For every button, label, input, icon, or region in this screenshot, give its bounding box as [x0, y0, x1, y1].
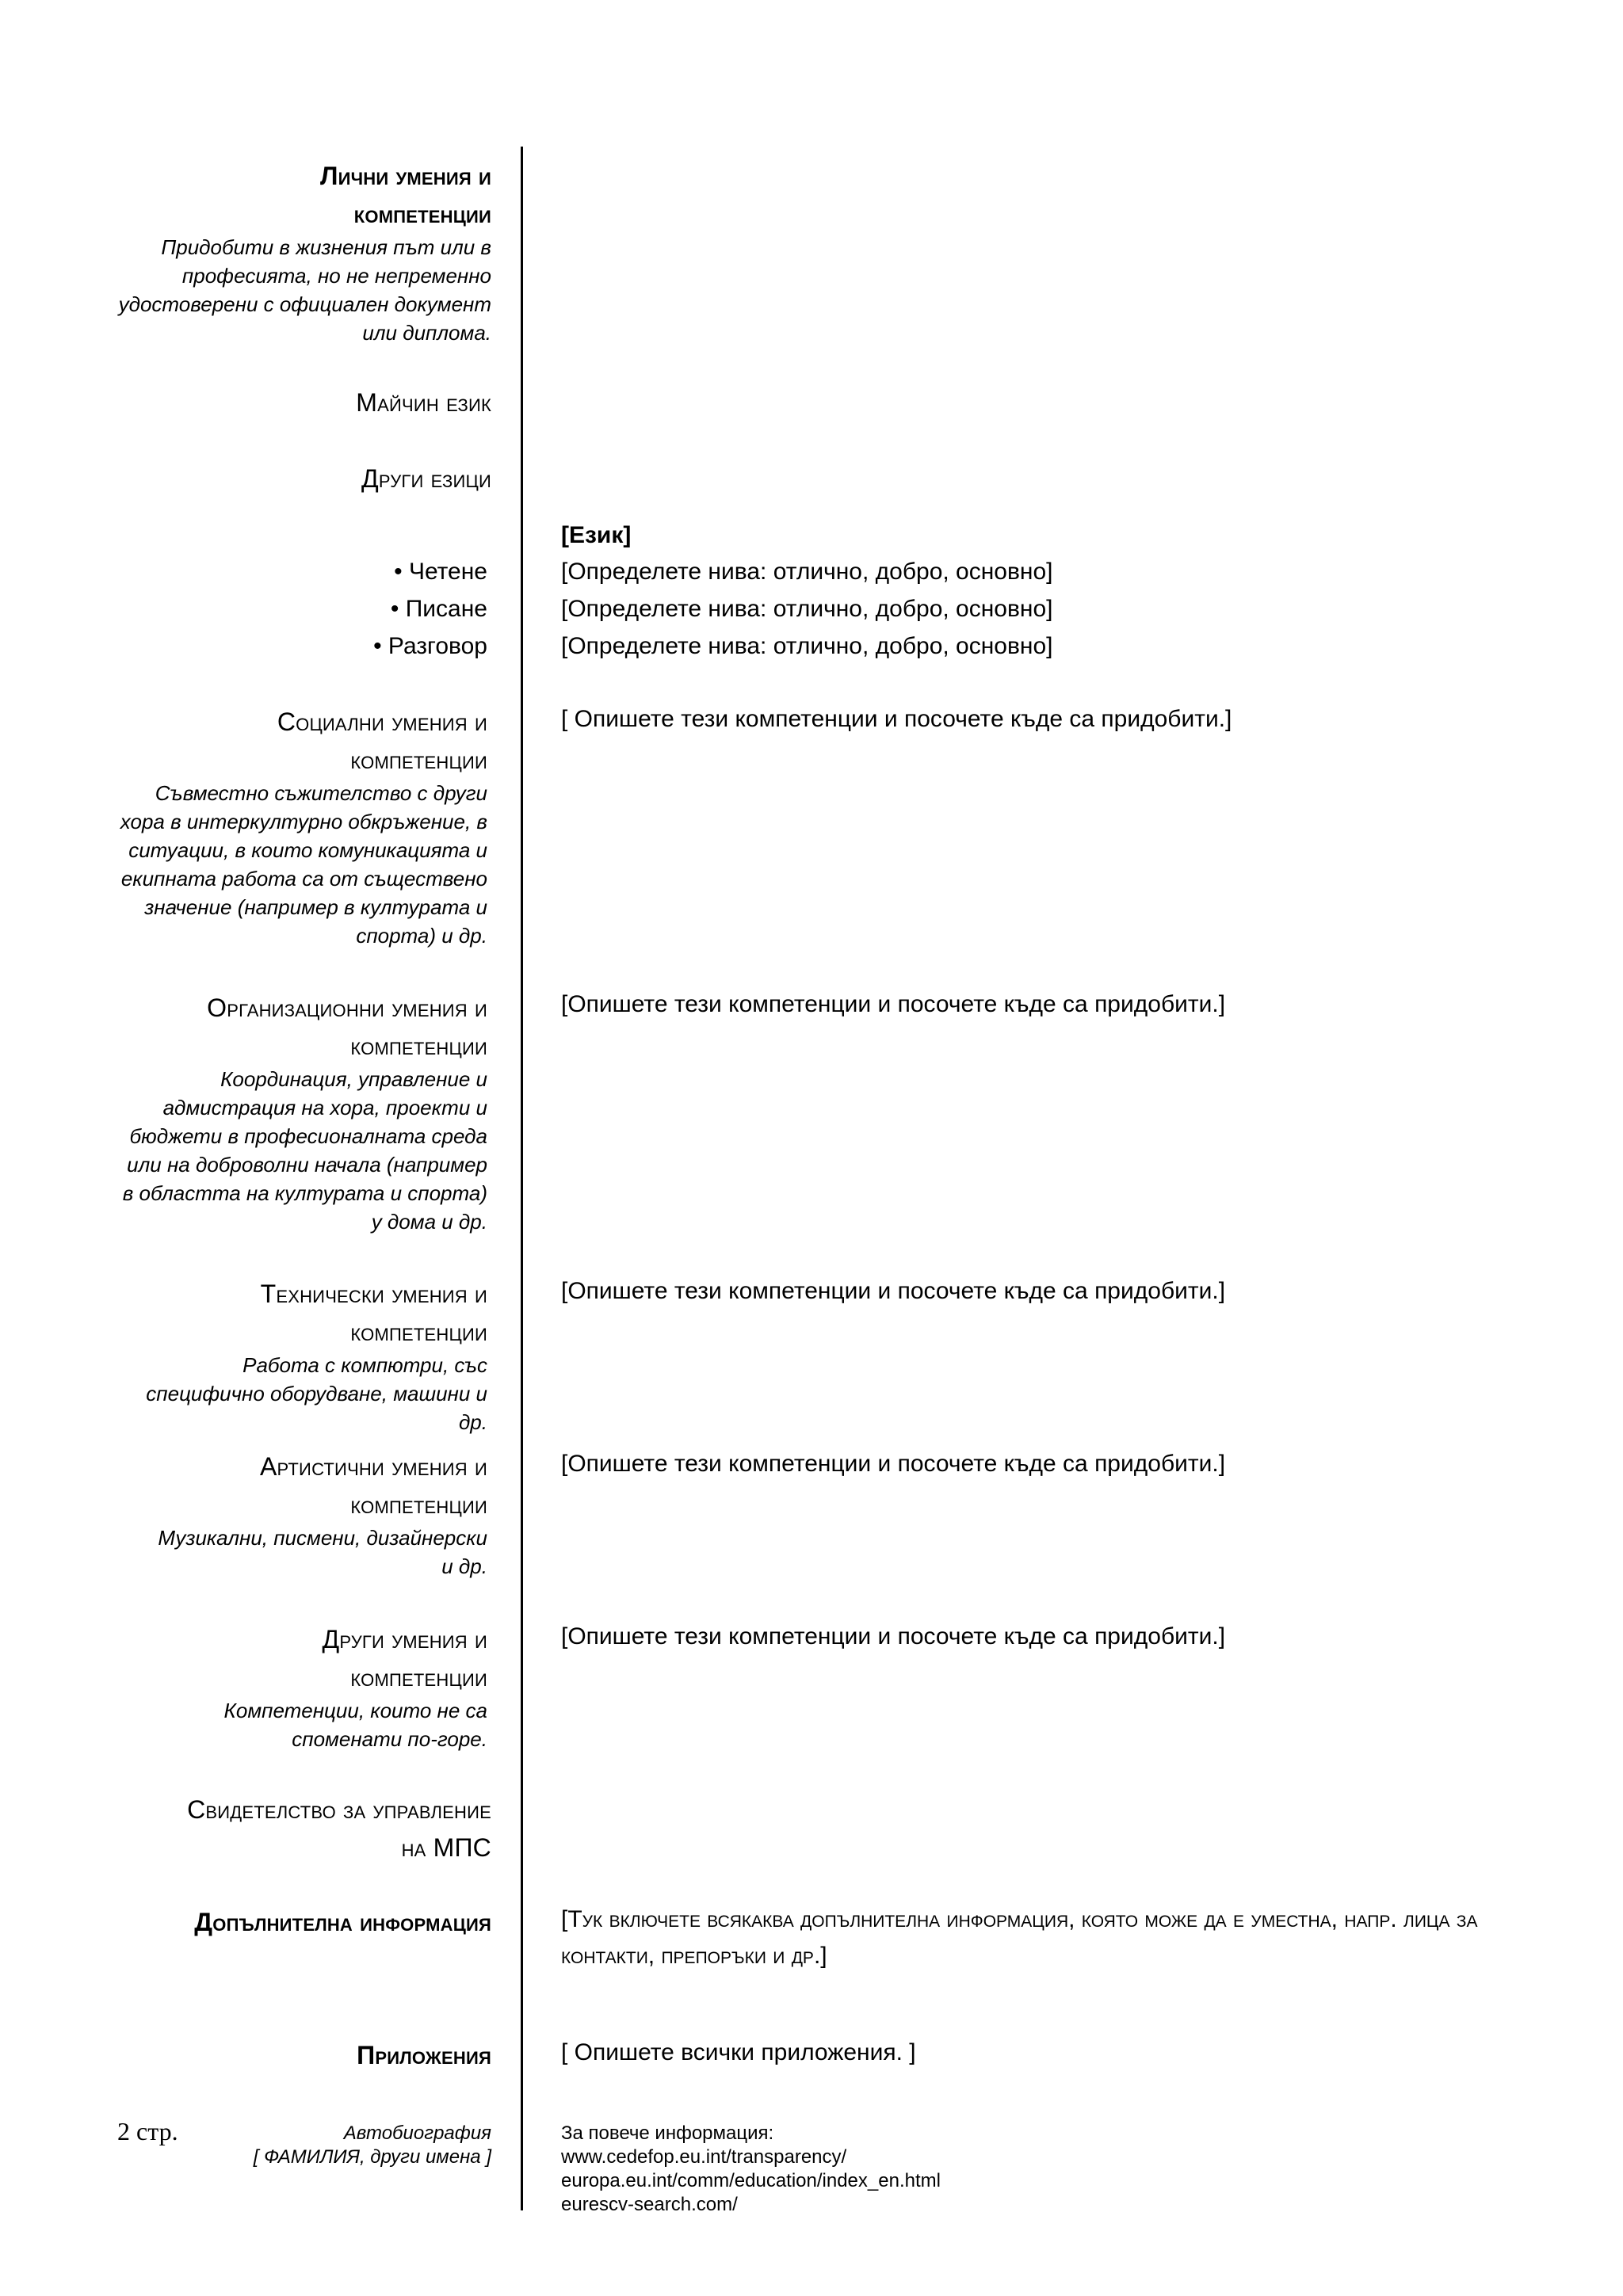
artistic-skills-block: [95, 1447, 487, 1581]
additional-info-heading: Допълнителна информация: [194, 1908, 491, 1936]
footer-doc-info: [174, 2122, 491, 2169]
organizational-skills-description: Координация, управление и адмистрация на хора, проекти и бюджети в професионалната среда или на доброволни начала (например в областта на културата и спорта) у дома и др.: [122, 1067, 487, 1234]
social-skills-heading-2: компетенции: [350, 746, 487, 774]
footer-doc-name: [ ФАМИЛИЯ, други имена ]: [253, 2146, 491, 2168]
organizational-skills-value: [Опишете тези компетенции и посочете къде са придобити.]: [561, 991, 1226, 1017]
personal-skills-heading-1: Лични умения и: [319, 162, 491, 190]
other-skills-heading-2: компетенции: [350, 1663, 487, 1691]
driving-licence-heading-2: на МПС: [401, 1833, 491, 1862]
other-skills-value: [Опишете тези компетенции и посочете къде са придобити.]: [561, 1623, 1226, 1650]
footer-info-title: За повече информация:: [561, 2122, 774, 2144]
column-divider: [521, 147, 523, 2210]
personal-skills-description: Придобити в жизнения път или в професията, но не непременно удостоверени с официален документ или диплома.: [118, 235, 491, 345]
social-skills-description: Съвместно съжителство с други хора в интеркултурно обкръжение, в ситуации, в които комуникацията и екипната работа са от съществено значение (например в културата и спорта) и др.: [120, 781, 487, 948]
artistic-skills-description: Музикални, писмени, дизайнерски и др.: [158, 1526, 487, 1578]
organizational-skills-heading-1: Организационни умения и: [207, 994, 487, 1022]
social-skills-block: [95, 703, 487, 950]
organizational-skills-block: [95, 989, 487, 1236]
social-skills-heading-1: Социални умения и: [277, 707, 487, 736]
attachments-heading: Приложения: [357, 2041, 491, 2069]
driving-licence-heading-1: Свидетелство за управление: [187, 1795, 491, 1824]
artistic-skills-value: [Опишете тези компетенции и посочете къде са придобити.]: [561, 1451, 1226, 1477]
page-number: 2 стр.: [117, 2117, 178, 2145]
reading-label: • Четене: [394, 559, 487, 585]
technical-skills-description: Работа с компютри, със специфично оборудване, машини и др.: [146, 1353, 487, 1434]
writing-value: [Определете нива: отлично, добро, основно]: [561, 596, 1053, 622]
personal-skills-heading-2: компетенции: [353, 200, 491, 228]
artistic-skills-heading-1: Артистични умения и: [259, 1452, 487, 1481]
other-skills-description: Компетенции, които не са споменати по-горе.: [223, 1699, 487, 1751]
driving-licence-block: [95, 1791, 491, 1867]
speaking-label: • Разговор: [373, 633, 487, 659]
footer-link-europa: europa.eu.int/comm/education/index_en.html: [561, 2170, 941, 2191]
technical-skills-heading-2: компетенции: [350, 1318, 487, 1346]
mother-tongue-label: Майчин език: [356, 388, 491, 417]
writing-label: • Писане: [390, 596, 487, 622]
other-skills-block: [95, 1620, 487, 1753]
personal-skills-block: [95, 157, 491, 347]
social-skills-value: [ Опишете тези компетенции и посочете къде са придобити.]: [561, 706, 1232, 732]
footer-link-eurescv: eurescv-search.com/: [561, 2194, 738, 2215]
technical-skills-value: [Опишете тези компетенции и посочете къде са придобити.]: [561, 1278, 1226, 1304]
technical-skills-heading-1: Технически умения и: [260, 1280, 487, 1308]
speaking-value: [Определете нива: отлично, добро, основно]: [561, 633, 1053, 659]
reading-value: [Определете нива: отлично, добро, основно]: [561, 559, 1053, 585]
footer-info-links: [561, 2122, 941, 2217]
additional-info-value: [Тук включете всякаква допълнителна информация, която може да е уместна, напр. лица за контакти, препоръки и др.]: [561, 1906, 1478, 1969]
attachments-value: [ Опишете всички приложения. ]: [561, 2039, 916, 2065]
other-languages-label: Други езици: [361, 464, 491, 493]
footer-doc-title: Автобиография: [343, 2122, 491, 2144]
language-title: [Език]: [561, 522, 632, 548]
artistic-skills-heading-2: компетенции: [350, 1490, 487, 1519]
organizational-skills-heading-2: компетенции: [350, 1032, 487, 1060]
other-skills-heading-1: Други умения и: [322, 1625, 487, 1653]
technical-skills-block: [95, 1275, 487, 1436]
footer-link-cedefop: www.cedefop.eu.int/transparency/: [561, 2146, 847, 2168]
